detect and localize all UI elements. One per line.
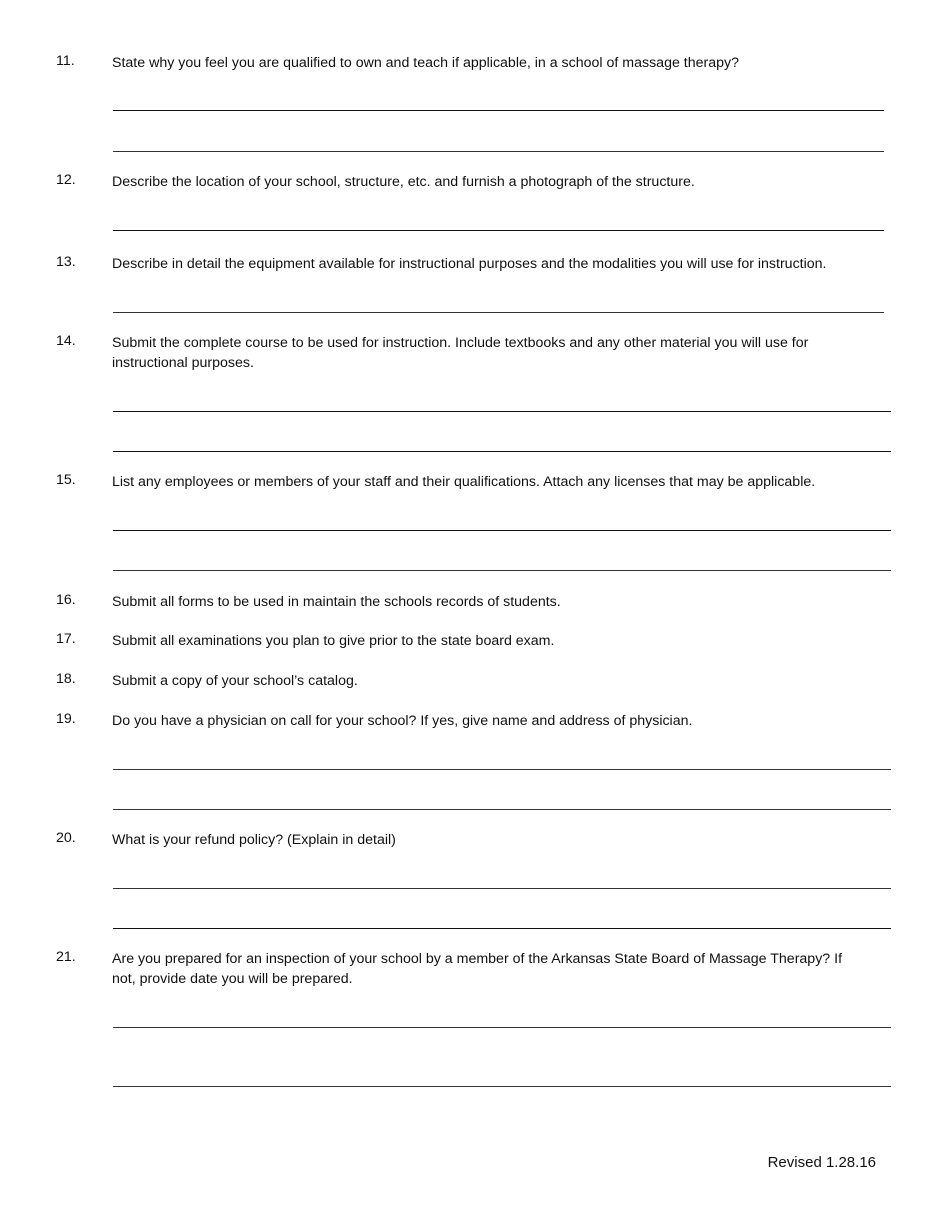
answer-line[interactable] — [113, 312, 884, 313]
question-number: 18. — [56, 671, 76, 687]
question-number: 17. — [56, 631, 76, 647]
revision-footer: Revised 1.28.16 — [767, 1154, 876, 1171]
question-text: List any employees or members of your staff and their qualifications. Attach any licenses that may be applicable. — [112, 474, 816, 490]
question-text: Submit all examinations you plan to give prior to the state board exam. — [112, 633, 555, 649]
question-text: Are you prepared for an inspection of your school by a member of the Arkansas State Board of Massage Therapy? If not, provide date you will be prepared. — [112, 951, 843, 987]
answer-line[interactable] — [113, 1086, 891, 1087]
question-text: Describe in detail the equipment available for instructional purposes and the modalities you will use for instruction. — [112, 256, 827, 272]
question-text: Do you have a physician on call for your school? If yes, give name and address of physician. — [112, 713, 693, 729]
question-text: Submit the complete course to be used for instruction. Include textbooks and any other material you will use for instructional purposes. — [112, 335, 809, 371]
question-number: 14. — [56, 333, 76, 349]
answer-line[interactable] — [113, 151, 884, 152]
question-number: 21. — [56, 949, 76, 965]
answer-line[interactable] — [113, 769, 891, 770]
question-number: 19. — [56, 711, 76, 727]
answer-line[interactable] — [113, 570, 891, 571]
question-text: Submit all forms to be used in maintain the schools records of students. — [112, 594, 561, 610]
answer-line[interactable] — [113, 530, 891, 531]
question-number: 15. — [56, 472, 76, 488]
answer-line[interactable] — [113, 928, 891, 929]
answer-line[interactable] — [113, 230, 884, 231]
question-text: Submit a copy of your school’s catalog. — [112, 673, 358, 689]
question-number: 12. — [56, 172, 76, 188]
question-text: What is your refund policy? (Explain in detail) — [112, 832, 396, 848]
question-number: 11. — [56, 53, 75, 69]
answer-line[interactable] — [113, 1027, 891, 1028]
question-number: 20. — [56, 830, 76, 846]
answer-line[interactable] — [113, 110, 884, 111]
answer-line[interactable] — [113, 888, 891, 889]
answer-line[interactable] — [113, 411, 891, 412]
question-text: State why you feel you are qualified to own and teach if applicable, in a school of massage therapy? — [112, 55, 740, 71]
answer-line[interactable] — [113, 809, 891, 810]
question-text: Describe the location of your school, structure, etc. and furnish a photograph of the structure. — [112, 174, 695, 190]
question-number: 13. — [56, 254, 76, 270]
answer-line[interactable] — [113, 451, 891, 452]
question-number: 16. — [56, 592, 76, 608]
